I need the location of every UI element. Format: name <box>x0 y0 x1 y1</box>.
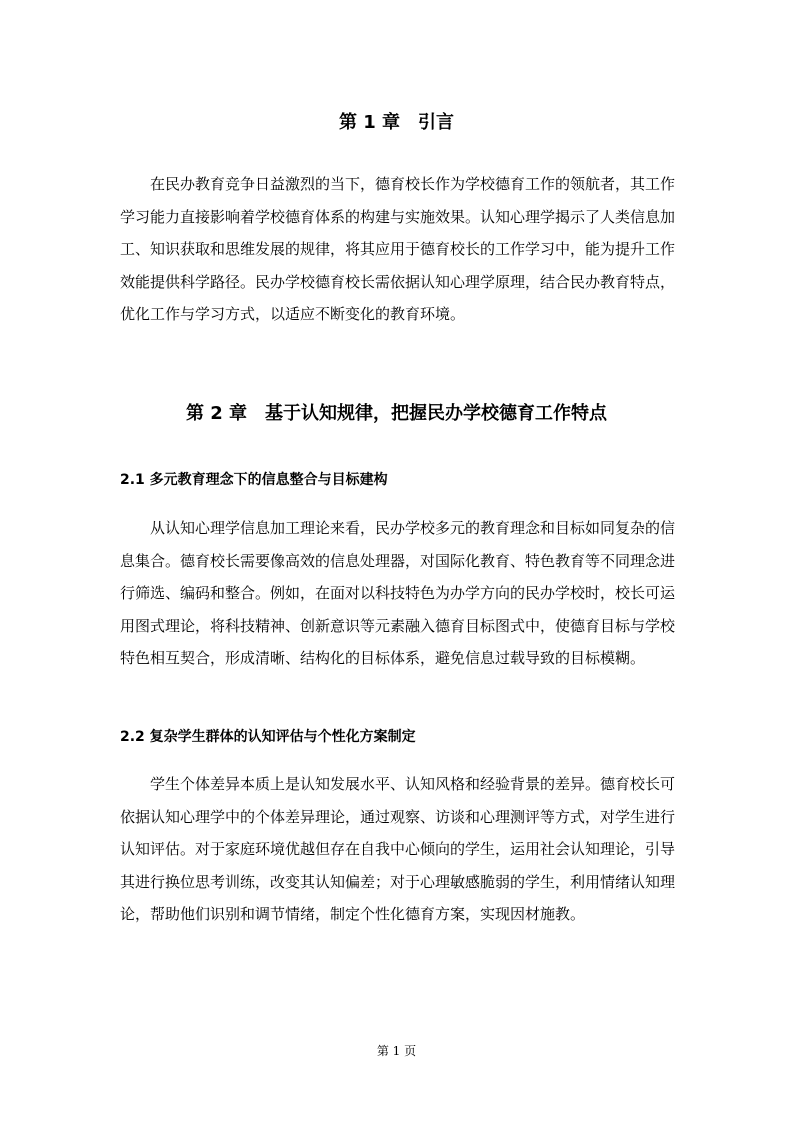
page-number: 第 1 页 <box>376 1044 417 1058</box>
section-2-1-title: 2.1 多元教育理念下的信息整合与目标建构 <box>120 472 388 488</box>
chapter-1-title: 第 1 章 引言 <box>338 112 455 133</box>
section-2-1-paragraph: 从认知心理学信息加工理论来看，民办学校多元的教育理念和目标如同复杂的信息集合。德育校长需要像高效的信息处理器，对国际化教育、特色教育等不同理念进行筛选、编码和整合。例如，在面对以科技特色为办学方向的民办学校时，校长可运用图式理论，将科技精神、创新意识等元素融入德育目标图式中，使德育目标与学校特色相互契合，形成清晰、结构化的目标体系，避免信息过载导致的目标模糊。 <box>120 519 676 667</box>
chapter-2-title: 第 2 章 基于认知规律，把握民办学校德育工作特点 <box>185 403 608 424</box>
section-2-2-title: 2.2 复杂学生群体的认知评估与个性化方案制定 <box>120 729 416 745</box>
chapter-1-paragraph: 在民办教育竞争日益激烈的当下，德育校长作为学校德育工作的领航者，其工作学习能力直接影响着学校德育体系的构建与实施效果。认知心理学揭示了人类信息加工、知识获取和思维发展的规律，将其应用于德育校长的工作学习中，能为提升工作效能提供科学路径。民办学校德育校长需依据认知心理学原理，结合民办教育特点，优化工作与学习方式，以适应不断变化的教育环境。 <box>120 175 676 323</box>
section-2-2-paragraph: 学生个体差异本质上是认知发展水平、认知风格和经验背景的差异。德育校长可依据认知心理学中的个体差异理论，通过观察、访谈和心理测评等方式，对学生进行认知评估。对于家庭环境优越但存在自我中心倾向的学生，运用社会认知理论，引导其进行换位思考训练，改变其认知偏差；对于心理敏感脆弱的学生，利用情绪认知理论，帮助他们识别和调节情绪，制定个性化德育方案，实现因材施教。 <box>120 775 676 923</box>
